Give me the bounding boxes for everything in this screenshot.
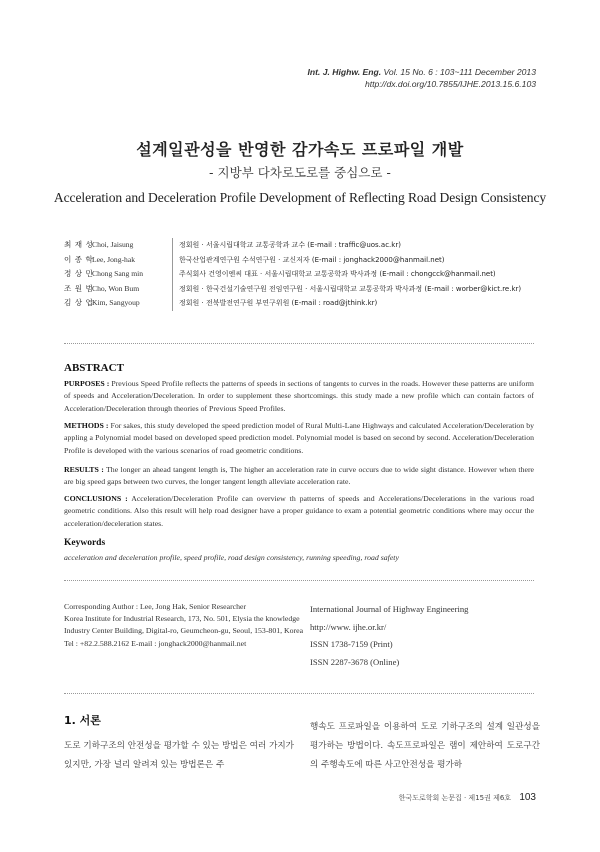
corresponding-address: Korea Institute for Industrial Research, 173, No. 501, Elysia the knowledge Industry Center Building, Digital-ro, Geumcheon-gu, Seoul, 153-801, Korea — [64, 614, 304, 636]
author-name-ko: 최 재 성 — [64, 240, 94, 249]
issn-online: ISSN 2287-3678 (Online) — [310, 656, 400, 667]
footer-journal: 한국도로학회 논문집 · 제15권 제6호 — [398, 794, 512, 802]
divider — [64, 580, 534, 581]
author-row — [64, 238, 544, 253]
journal-name: International Journal of Highway Engineering — [310, 604, 469, 614]
title-korean: 설계일관성을 반영한 감가속도 프로파일 개발 — [136, 140, 464, 159]
correspondence-block — [64, 601, 304, 650]
conclusions-label: CONCLUSIONS : — [64, 494, 128, 503]
author-affiliation: 정회원 · 서울시립대학교 교통공학과 교수 (E-mail : traffic@uos.ac.kr) — [172, 238, 544, 253]
author-affiliation: 정회원 · 한국건설기술연구원 전임연구원 · 서울시립대학교 교통공학과 박사과정 (E-mail : worber@kict.re.kr) — [172, 282, 544, 297]
author-affiliation: 한국산업관계연구원 수석연구원 · 교신저자 (E-mail : jonghack2000@hanmail.net) — [172, 253, 544, 268]
divider — [64, 693, 534, 694]
author-affiliation: 정회원 · 전북발전연구원 부연구위원 (E-mail : road@jthink.kr) — [172, 296, 544, 311]
author-name-ko: 김 상 엽 — [64, 298, 94, 308]
author-name-en: Lee, Jong-hak — [92, 254, 136, 264]
journal-url[interactable]: http://www. ijhe.or.kr/ — [310, 621, 387, 632]
abstract-results — [64, 464, 534, 489]
author-row — [64, 282, 544, 297]
abstract-methods — [64, 420, 534, 457]
page-number: 103 — [519, 792, 536, 803]
journal-info-block — [310, 601, 540, 671]
author-name-ko: 이 종 학 — [64, 254, 94, 264]
author-name-en: Cho, Won Bum — [92, 283, 140, 293]
keywords-heading: Keywords — [64, 538, 106, 548]
subtitle-korean: - 지방부 다차로도로를 중심으로 - — [209, 165, 391, 180]
methods-text: For sakes, this study developed the speed prediction model of Rural Multi-Lane Highways and calculated Acceleration/Deceleration by appling a Polynomial model based on developed speed prediction model. Polynomial model is based on second by second. Acceleration/Deceleration Profile is developed with the various scenarios of road geometric conditions. — [64, 421, 535, 455]
journal-abbrev: Int. J. Highw. Eng. — [307, 67, 382, 77]
issn-print: ISSN 1738-7159 (Print) — [310, 639, 393, 650]
journal-citation: Vol. 15 No. 6 : 103~111 December 2013 — [383, 67, 536, 77]
author-list — [64, 238, 544, 311]
body-text-left: 도로 기하구조의 안전성을 평가할 수 있는 방법은 여러 가지가 있지만, 가장 널리 알려져 있는 방법론은 주 — [64, 741, 294, 770]
keywords-text: acceleration and deceleration profile, speed profile, road design consistency, running speeding, road safety — [64, 553, 399, 562]
page-footer — [399, 792, 536, 803]
author-row — [64, 296, 544, 311]
results-label: RESULTS : — [64, 465, 104, 474]
purposes-label: PURPOSES : — [64, 379, 110, 388]
body-text-right: 행속도 프로파일을 이용하여 도로 기하구조의 설계 일관성을 평가하는 방법이다. 속도프로파일은 램이 제안하여 도로구간의 주행속도에 따른 사고안전성을 평가하 — [310, 722, 540, 770]
corresponding-contact: Tel : +82.2.588.2162 E-mail : jonghack2000@hanmail.net — [64, 638, 247, 648]
author-name-ko: 조 원 범 — [64, 283, 94, 293]
methods-label: METHODS : — [64, 421, 109, 430]
abstract-purposes — [64, 378, 534, 415]
divider — [64, 343, 534, 344]
author-row — [64, 253, 544, 268]
author-name-en: Chong Sang min — [92, 269, 144, 279]
abstract-heading: ABSTRACT — [64, 362, 124, 374]
corresponding-author: Corresponding Author : Lee, Jong Hak, Senior Researcher — [64, 602, 247, 611]
author-name-ko: 정 상 민 — [64, 269, 94, 279]
title-english: Acceleration and Deceleration Profile Development of Reflecting Road Design Consistency — [53, 190, 547, 205]
abstract-conclusions — [64, 493, 534, 530]
section-heading: 1. 서론 — [64, 714, 101, 727]
doi-link[interactable]: http://dx.doi.org/10.7855/IJHE.2013.15.6.103 — [364, 79, 536, 89]
journal-header — [307, 66, 536, 90]
author-name-en: Kim, Sangyoup — [92, 298, 140, 308]
author-name-en: Choi, Jaisung — [92, 240, 134, 249]
results-text: The longer an ahead tangent length is, The higher an acceleration rate in curve occurs due to wide sight distance. However when there are big speed gaps between two curves, the longer tangent length alleviate acceleration rate. — [64, 465, 534, 487]
author-row — [64, 267, 544, 282]
author-affiliation: 주식회사 건영이엔씨 대표 · 서울시립대학교 교통공학과 박사과정 (E-mail : chongcck@hanmail.net) — [172, 267, 544, 282]
conclusions-text: Acceleration/Deceleration Profile can overview th patterns of speeds and Accelerations/Decelerations in the various road geometric conditions. Also this result will help road designer have a proper guidance to exam a potential geometric conditions where may occur the acceleration/deceleration states. — [64, 494, 534, 528]
purposes-text: Previous Speed Profile reflects the patterns of speeds in sections of tangents to curves in the roads. However these patterns are uniform of speeds and Acceleration/Deceleration. In order to supplement these shortcomings. this study made a new profile which can contain factors of Acceleration/Deceleration through theories of Previous Speed Profiles. — [64, 379, 534, 413]
